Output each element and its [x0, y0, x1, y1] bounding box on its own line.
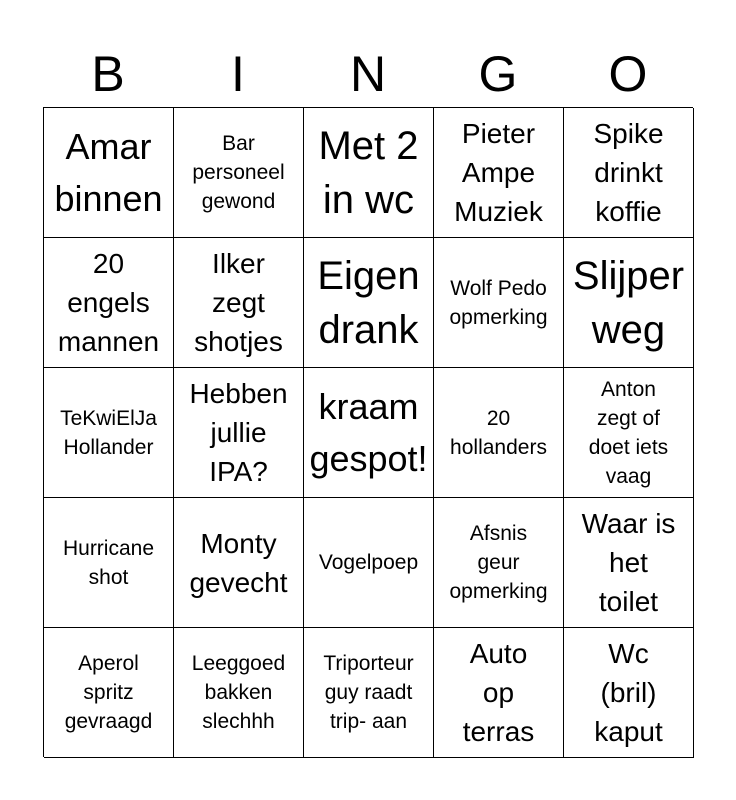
bingo-cell[interactable]: [304, 498, 434, 628]
cell-text: Triporteur guy raadt trip- aan: [323, 652, 414, 733]
bingo-cell[interactable]: [44, 498, 174, 628]
bingo-cell[interactable]: [174, 368, 304, 498]
cell-text: Met 2 in wc: [318, 123, 419, 222]
bingo-cell[interactable]: [564, 498, 694, 628]
cell-text: Wolf Pedo opmerking: [449, 276, 548, 329]
cell-text: Ilker zegt shotjes: [194, 248, 283, 357]
bingo-cell[interactable]: [434, 628, 564, 758]
bingo-cell[interactable]: [304, 238, 434, 368]
bingo-cell[interactable]: [174, 238, 304, 368]
cell-text: Slijper weg: [572, 253, 685, 352]
bingo-cell[interactable]: [564, 108, 694, 238]
bingo-header: [43, 40, 693, 108]
header-letter-b: B: [91, 46, 125, 102]
cell-text: Leeggoed bakken slechhh: [191, 652, 286, 733]
header-letter-i: I: [231, 46, 245, 102]
cell-text: Vogelpoep: [318, 551, 419, 574]
cell-text: 20 hollanders: [450, 406, 547, 459]
bingo-cell[interactable]: [174, 498, 304, 628]
bingo-cell[interactable]: [434, 368, 564, 498]
bingo-cell[interactable]: [434, 238, 564, 368]
bingo-grid: [43, 107, 693, 757]
cell-text: TeKwiElJa Hollander: [60, 406, 157, 459]
cell-text: Waar is het toilet: [581, 508, 676, 617]
cell-text: Spike drinkt koffie: [593, 118, 664, 227]
cell-text: kraam gespot!: [309, 385, 428, 479]
bingo-cell[interactable]: [44, 238, 174, 368]
bingo-cell[interactable]: [44, 628, 174, 758]
cell-text: Afsnis geur opmerking: [449, 522, 548, 603]
bingo-cell[interactable]: [564, 368, 694, 498]
header-letter-o: O: [608, 46, 648, 102]
bingo-cell[interactable]: [174, 108, 304, 238]
header-letter-n: N: [349, 46, 387, 102]
cell-text: Monty gevecht: [189, 527, 288, 598]
cell-text: Eigen drank: [317, 253, 420, 352]
bingo-cell[interactable]: [304, 108, 434, 238]
bingo-cell[interactable]: [434, 498, 564, 628]
cell-text: Aperol spritz gevraagd: [64, 652, 153, 733]
cell-text: Anton zegt of doet iets vaag: [588, 377, 669, 488]
bingo-cell[interactable]: [564, 628, 694, 758]
bingo-cell[interactable]: [44, 108, 174, 238]
bingo-cell[interactable]: [564, 238, 694, 368]
cell-text: Hurricane shot: [62, 536, 155, 589]
bingo-cell[interactable]: [434, 108, 564, 238]
cell-text: Auto op terras: [462, 638, 535, 747]
cell-text: 20 engels mannen: [57, 248, 160, 357]
bingo-cell[interactable]: [304, 628, 434, 758]
cell-text: Wc (bril) kaput: [594, 638, 663, 747]
cell-text: Amar binnen: [54, 125, 163, 219]
cell-text: Hebben jullie IPA?: [189, 378, 288, 487]
header-letter-g: G: [478, 46, 518, 102]
cell-text: Pieter Ampe Muziek: [454, 118, 543, 227]
bingo-cell[interactable]: [304, 368, 434, 498]
cell-text: Bar personeel gewond: [192, 132, 285, 213]
bingo-cell[interactable]: [174, 628, 304, 758]
bingo-cell[interactable]: [44, 368, 174, 498]
